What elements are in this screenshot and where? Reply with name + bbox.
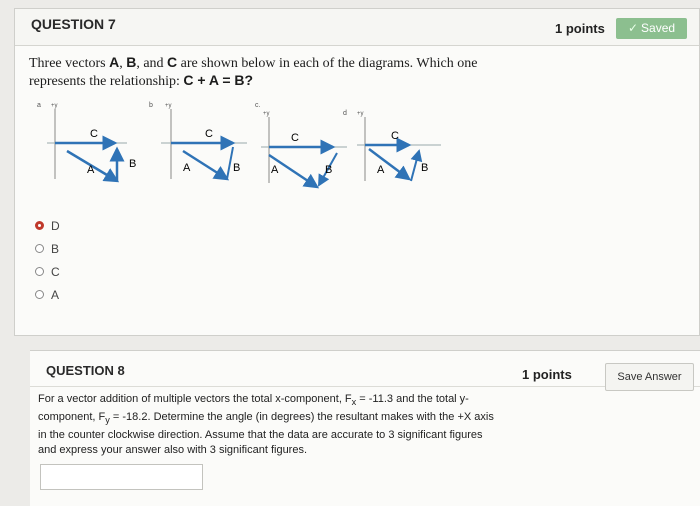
diagram-label-d: d bbox=[343, 110, 347, 117]
prompt-vector-c: C bbox=[167, 54, 178, 70]
prompt-vector-b: B bbox=[126, 54, 137, 70]
label-c: C bbox=[291, 132, 299, 144]
question-8-header bbox=[30, 351, 700, 387]
label-a: A bbox=[183, 162, 191, 174]
answer-input[interactable] bbox=[40, 464, 203, 490]
radio[interactable] bbox=[35, 244, 44, 253]
saved-badge bbox=[616, 18, 687, 39]
question-8-panel bbox=[30, 350, 700, 506]
q8-text-part: = -11.3 and the total y-component, F bbox=[38, 393, 469, 424]
option-b[interactable] bbox=[35, 237, 60, 260]
prompt-text: Three vectors bbox=[29, 56, 110, 71]
option-a[interactable] bbox=[35, 283, 60, 306]
vector-b bbox=[411, 151, 419, 181]
save-answer-button[interactable]: Save Answer bbox=[605, 363, 694, 391]
label-b: B bbox=[129, 158, 137, 170]
diagram-label-b: b bbox=[149, 102, 153, 109]
check-icon: ✓ bbox=[627, 21, 639, 35]
diagram-c bbox=[255, 102, 347, 187]
question-8-text bbox=[38, 392, 498, 458]
q8-text-part: = -18.2. Determine the angle (in degrees) the resultant makes with the +X axis in the counter clockwise direction. Assume that the data are accurate to 3 significant figures and express your answer also with 3 significant figures. bbox=[38, 411, 494, 457]
option-c[interactable] bbox=[35, 260, 60, 283]
question-7-header bbox=[15, 9, 699, 46]
option-label: A bbox=[51, 287, 60, 302]
question-7-panel bbox=[14, 8, 700, 336]
diagram-a bbox=[37, 102, 136, 181]
axis-label: +y bbox=[51, 103, 58, 109]
label-c: C bbox=[391, 130, 399, 142]
axis-label: +y bbox=[357, 111, 364, 117]
prompt-relation: C + A = B? bbox=[183, 72, 254, 88]
prompt-text: are shown below in each of the diagrams. Which one represents the relationship: bbox=[29, 56, 478, 89]
label-a: A bbox=[377, 164, 385, 176]
q8-text-part: For a vector addition of multiple vectors the total x-component, F bbox=[38, 393, 352, 405]
axis-label: +y bbox=[263, 111, 270, 117]
label-a: A bbox=[271, 164, 279, 176]
diagram-b bbox=[149, 102, 247, 179]
label-a: A bbox=[87, 164, 95, 176]
subscript-x: x bbox=[351, 397, 357, 408]
vector-a bbox=[369, 149, 409, 179]
label-b: B bbox=[325, 164, 333, 176]
question-7-title: QUESTION 7 bbox=[31, 16, 116, 32]
diagram-label-a: a bbox=[37, 102, 41, 109]
prompt-vector-a: A bbox=[109, 54, 120, 70]
prompt-sep: , bbox=[119, 56, 127, 71]
option-label: D bbox=[51, 218, 60, 233]
label-b: B bbox=[233, 162, 241, 174]
radio[interactable] bbox=[35, 290, 44, 299]
question-8-points: 1 points bbox=[522, 367, 572, 382]
subscript-y: y bbox=[105, 415, 110, 426]
prompt-sep: , and bbox=[136, 56, 168, 71]
radio[interactable] bbox=[35, 267, 44, 276]
saved-label: Saved bbox=[641, 21, 676, 35]
question-8-title: QUESTION 8 bbox=[46, 363, 125, 378]
option-label: B bbox=[51, 241, 60, 256]
diagram-label-c: c. bbox=[255, 102, 261, 109]
question-7-prompt bbox=[29, 54, 499, 90]
option-label: C bbox=[51, 264, 60, 279]
radio-selected[interactable] bbox=[35, 221, 44, 230]
axis-label: +y bbox=[165, 103, 172, 109]
label-b: B bbox=[421, 162, 429, 174]
question-7-points: 1 points bbox=[555, 21, 605, 36]
option-d[interactable] bbox=[35, 214, 60, 237]
diagram-d bbox=[343, 110, 441, 181]
label-c: C bbox=[205, 128, 213, 140]
vector-diagrams bbox=[37, 99, 447, 194]
label-c: C bbox=[90, 128, 98, 140]
answer-options bbox=[35, 214, 60, 306]
